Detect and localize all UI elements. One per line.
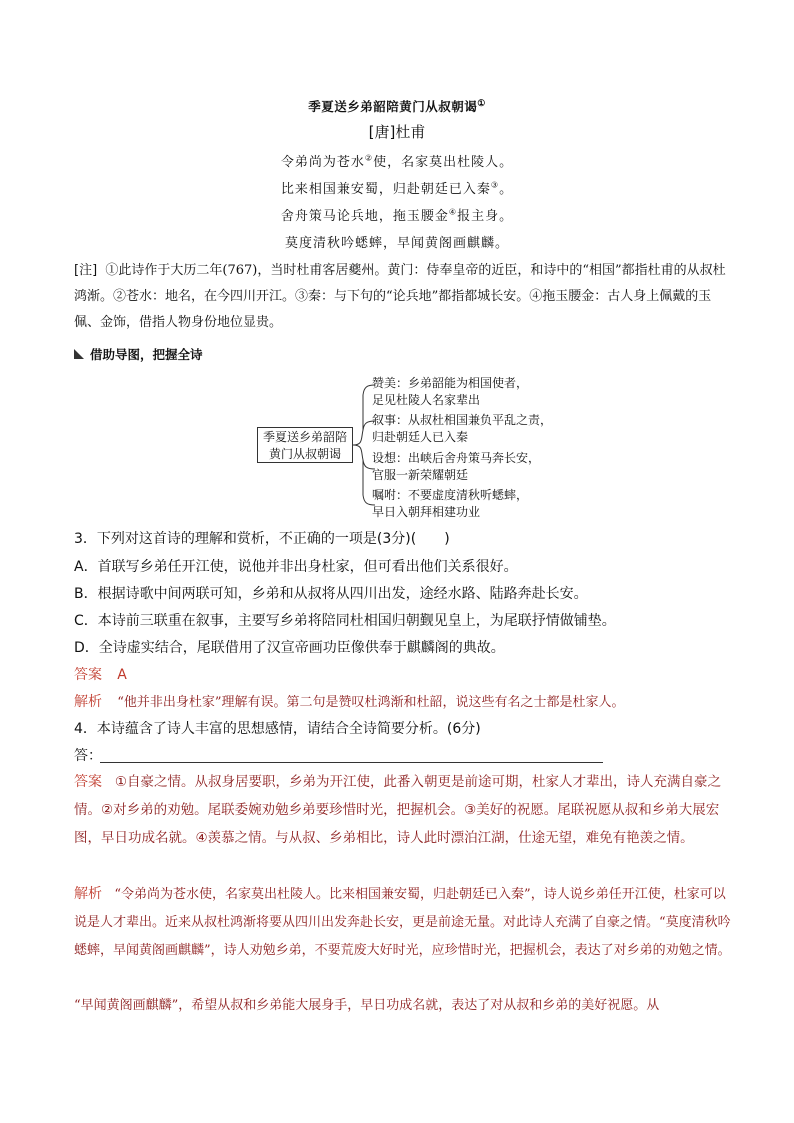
q4-answer-prompt: 答： xyxy=(74,748,102,764)
poem-line-2: 比来相国兼安蜀，归赴朝廷已入秦③。 xyxy=(280,180,514,197)
q3-answer: 答案 A xyxy=(74,667,127,683)
answer-blank-line[interactable] xyxy=(100,762,603,763)
mindmap-center: 季夏送乡弟韶陪 黄门从叔朝谒 xyxy=(257,427,353,463)
q4-analysis: 解析 “令弟尚为苍水使，名家莫出杜陵人。比来相国兼安蜀，归赴朝廷已入秦”，诗人说乡弟任开江使，杜家可以说是人才辈出。近来从叔杜鸿渐将要从四川出发奔赴长安，更是前途无量。对此诗人充满了自豪之情。“莫度清秋吟蟋蟀，早闻黄阁画麒麟”，诗人劝勉乡弟，不要荒废大好时光，应珍惜时光，把握机会，表达了对乡弟的劝勉之情。 xyxy=(74,886,731,958)
poem-notes xyxy=(74,258,734,336)
poem-title: 季夏送乡弟韶陪黄门从叔朝谒① xyxy=(308,98,486,114)
triangle-icon xyxy=(74,349,84,359)
q3-option-a: A．首联写乡弟任开江使，说他并非出身杜家，但可看出他们关系很好。 xyxy=(74,559,518,575)
q3-option-b: B．根据诗歌中间两联可知，乡弟和从叔将从四川出发，途经水路、陆路奔赴长安。 xyxy=(74,586,588,602)
mindmap-branch: 设想：出峡后舍舟策马奔长安， 官服一新荣耀朝廷 xyxy=(372,451,541,482)
q3-stem: 3．下列对这首诗的理解和赏析，不正确的一项是(3分)( ) xyxy=(74,531,450,547)
q3-analysis: 解析 “他并非出身杜家”理解有误。第二句是赞叹杜鸿渐和杜韶，说这些有名之士都是杜家人。 xyxy=(74,694,625,710)
q4-analysis-cont: “早闻黄阁画麒麟”，希望从叔和乡弟能大展身手，早日功成名就，表达了对从叔和乡弟的美好祝愿。从 xyxy=(74,998,660,1013)
poem-line-1: 令弟尚为苍水②使，名家莫出杜陵人。 xyxy=(280,153,514,170)
footnote-mark: ① xyxy=(477,98,486,109)
mindmap-branch: 嘱咐：不要虚度清秋听蟋蟀， 早日入朝拜相建功业 xyxy=(372,488,529,519)
poem-line-3: 舍舟策马论兵地，拖玉腰金④报主身。 xyxy=(280,207,514,224)
poem-line-4: 莫度清秋吟蟋蟀，早闻黄阁画麒麟。 xyxy=(284,236,509,251)
q4-stem: 4．本诗蕴含了诗人丰富的思想感情，请结合全诗简要分析。(6分) xyxy=(74,721,481,737)
note-label: [注] xyxy=(74,263,98,278)
mindmap-branch: 赞美：乡弟韶能为相国使者， 足见杜陵人名家辈出 xyxy=(372,376,529,407)
note-text: ①此诗作于大历二年(767)，当时杜甫客居夔州。黄门：侍奉皇帝的近臣，和诗中的“相国”都指杜甫的从叔杜鸿渐。②苍水：地名，在今四川开江。③秦：与下句的“论兵地”都指都城长安。④拖玉腰金：古人身上佩戴的玉佩、金饰，借指人物身份地位显贵。 xyxy=(74,263,726,330)
q3-option-c: C．本诗前三联重在叙事，主要写乡弟将陪同杜相国归朝觐见皇上，为尾联抒情做铺垫。 xyxy=(74,613,616,629)
q3-option-d: D．全诗虚实结合，尾联借用了汉宣帝画功臣像供奉于麒麟阁的典故。 xyxy=(74,640,505,656)
mindmap-heading: 借助导图，把握全诗 xyxy=(74,345,203,363)
poem-author: [唐]杜甫 xyxy=(368,123,426,141)
mindmap-branch: 叙事：从叔杜相国兼负平乱之责， 归赴朝廷人已入秦 xyxy=(372,413,553,444)
q4-answer: 答案 ①自豪之情。从叔身居要职，乡弟为开江使，此番入朝更是前途可期，杜家人才辈出，诗人充满自豪之情。②对乡弟的劝勉。尾联委婉劝勉乡弟要珍惜时光，把握机会。③美好的祝愿。尾联祝愿从叔和乡弟大展宏图，早日功成名就。④羡慕之情。与从叔、乡弟相比，诗人此时漂泊江湖，仕途无望，难免有艳羡之情。 xyxy=(74,774,721,846)
